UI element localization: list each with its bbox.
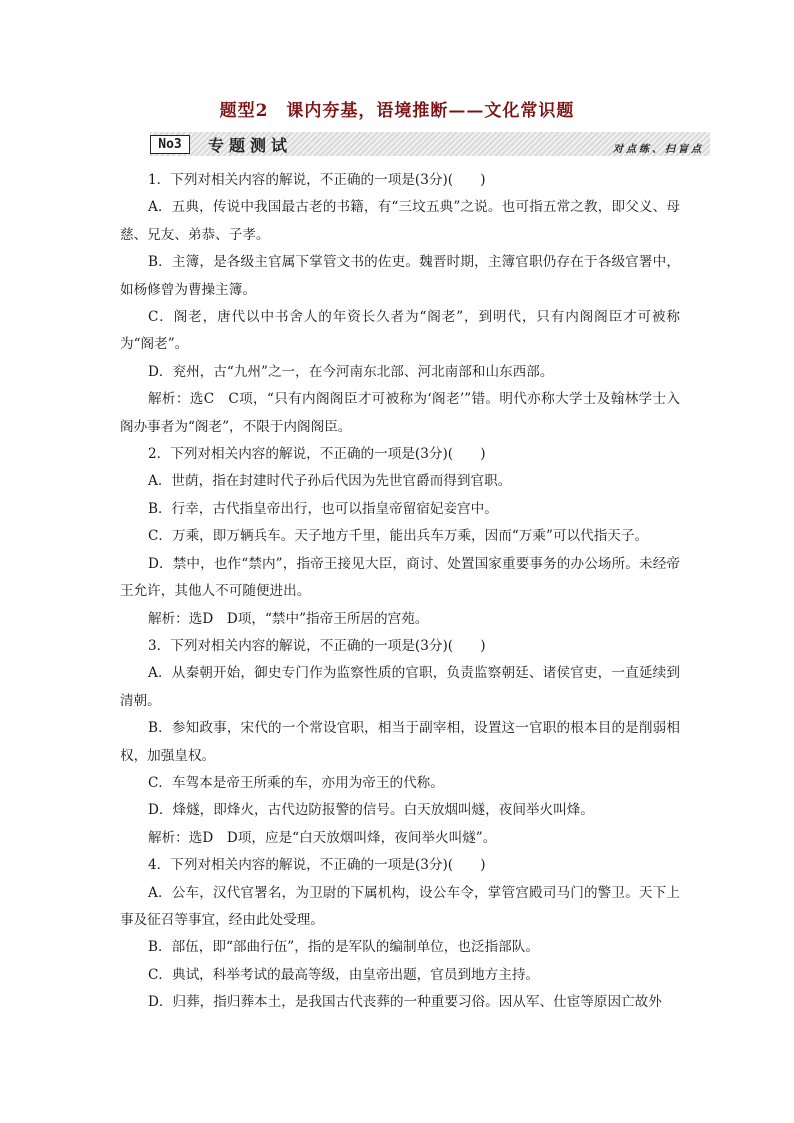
option-line: C．车驾本是帝王所乘的车，亦用为帝王的代称。 — [148, 774, 444, 791]
option-line: C．万乘，即万辆兵车。天子地方千里，能出兵车万乘，因而“万乘”可以代指天子。 — [148, 528, 649, 545]
question-stem: 3．下列对相关内容的解说，不正确的一项是(3分)( ) — [148, 637, 486, 654]
option-line: A．世荫，指在封建时代子孙后代因为先世官爵而得到官职。 — [148, 473, 512, 490]
option-line: D．烽燧，即烽火，古代边防报警的信号。白天放烟叫燧，夜间举火叫烽。 — [148, 802, 594, 819]
option-line: C．典试，科举考试的最高等级，由皇帝出题，官员到地方主持。 — [148, 966, 540, 983]
answer-explanation: 解析：选D D项，应是“白天放烟叫烽，夜间举火叫燧”。 — [148, 829, 497, 846]
option-line: D．兖州，古“九州”之一，在今河南东北部、河北南部和山东西部。 — [148, 363, 554, 380]
option-line: B．主簿，是各级主官属下掌管文书的佐吏。魏晋时期，主簿官职仍存在于各级官署中，如杨修曾为曹操主簿。 — [120, 254, 680, 298]
option-line: C．阁老，唐代以中书舍人的年资长久者为“阁老”，到明代，只有内阁阁臣才可被称为“阁老”。 — [120, 309, 680, 353]
option-line: B．部伍，即“部曲行伍”，指的是军队的编制单位，也泛指部队。 — [148, 939, 539, 956]
section-tagline: 对点练、扫盲点 — [613, 144, 704, 155]
option-line: D．禁中，也作“禁内”，指帝王接见大臣，商讨、处置国家重要事务的办公场所。未经帝王允许，其他人不可随便进出。 — [120, 555, 680, 600]
option-line: A．公车，汉代官署名，为卫尉的下属机构，设公车令，掌管宫殿司马门的警卫。天下上事及征召等事宜，经由此处受理。 — [120, 884, 680, 928]
answer-explanation: 解析：选D D项，“禁中”指帝王所居的宫苑。 — [148, 610, 429, 627]
option-line: A．五典，传说中我国最古老的书籍，有“三坟五典”之说。也可指五常之教，即父义、母慈、兄友、弟恭、子孝。 — [120, 199, 680, 243]
option-line: B．参知政事，宋代的一个常设官职，相当于副宰相，设置这一官职的根本目的是削弱相权，加强皇权。 — [120, 720, 680, 764]
option-line: A．从秦朝开始，御史专门作为监察性质的官职，负责监察朝廷、诸侯官吏，一直延续到清朝。 — [120, 665, 680, 709]
section-heading: 专题测试 — [208, 136, 293, 155]
question-stem: 4．下列对相关内容的解说，不正确的一项是(3分)( ) — [148, 857, 486, 874]
option-line: D．归葬，指归葬本土，是我国古代丧葬的一种重要习俗。因从军、仕宦等原因亡故外 — [148, 994, 662, 1011]
page-title: 题型2 课内夯基，语境推断——文化常识题 — [219, 101, 575, 121]
answer-explanation: 解析：选C C项，“只有内阁阁臣才可被称为‘阁老’”错。明代亦称大学士及翰林学士入阁办事者为“阁老”，不限于内阁阁臣。 — [120, 391, 680, 435]
question-stem: 2．下列对相关内容的解说，不正确的一项是(3分)( ) — [148, 446, 486, 463]
question-content — [120, 167, 680, 1017]
section-number-badge: No3 — [150, 135, 190, 154]
question-stem: 1．下列对相关内容的解说，不正确的一项是(3分)( ) — [148, 172, 486, 188]
option-line: B．行幸，古代指皇帝出行，也可以指皇帝留宿妃妾宫中。 — [148, 500, 498, 517]
